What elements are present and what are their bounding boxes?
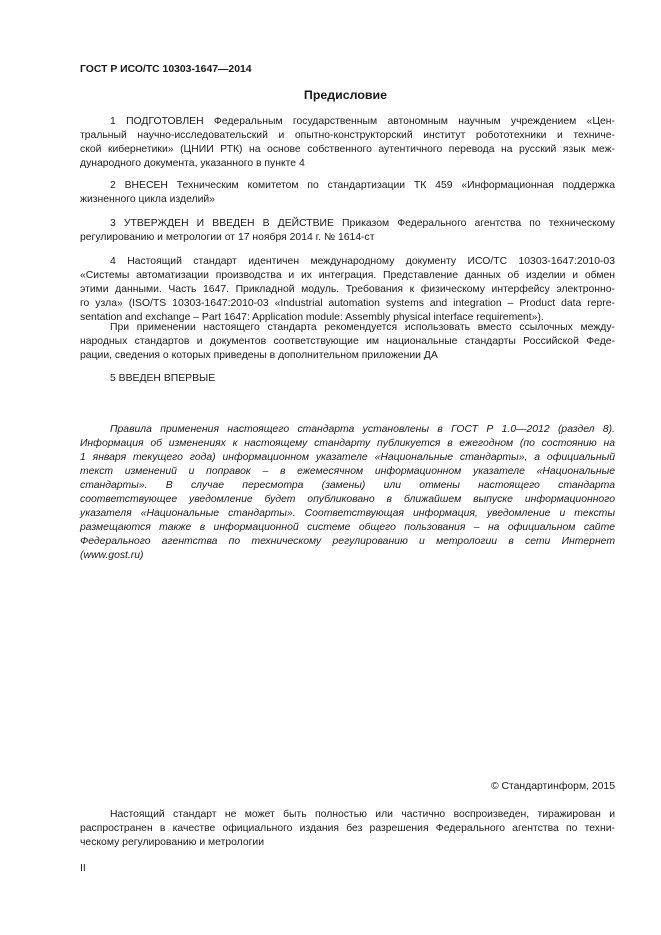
copyright: © Стандартинформ, 2015 <box>490 781 615 792</box>
text-line: соответствующее уведомление будет опубликовано в ближайшем выпуске информационного <box>80 494 615 505</box>
text-line: го узла» (ISO/TS 10303-1647:2010-03 «Industrial automation systems and integration – Product data repre- <box>80 298 615 309</box>
page-title: Предисловие <box>303 88 388 102</box>
text-line: текст изменений и поправок – в ежемесячном информационном указателе «Национальные <box>80 466 615 477</box>
text-line: жизненного цикла изделий» <box>80 194 215 205</box>
text-line: ской кибернетики» (ЦНИИ РТК) на основе собственного аутентичного перевода на русский язык меж- <box>80 144 615 155</box>
text-line: 2 ВНЕСЕН Техническим комитетом по стандартизации ТК 459 «Информационная поддержка <box>110 180 615 191</box>
document-code: ГОСТ Р ИСО/ТС 10303-1647—2014 <box>80 64 252 75</box>
text-line: Федерального агентства по техническому регулированию и метрологии в сети Интернет <box>80 536 615 547</box>
text-line: 3 УТВЕРЖДЕН И ВВЕДЕН В ДЕЙСТВИЕ Приказом Федерального агентства по техническому <box>110 218 615 229</box>
reproduction-notice <box>80 808 615 850</box>
text-line: народных стандартов и документов соответствующие им национальные стандарты Российской Феде- <box>80 336 615 347</box>
text-line: стандарты». В случае пересмотра (замены) или отмены настоящего стандарта <box>80 480 615 491</box>
text-line: 1 ПОДГОТОВЛЕН Федеральным государственным автономным научным учреждением «Цен- <box>110 116 615 127</box>
text-line: размещаются также в информационной системе общего пользования – на официальном сайте <box>80 522 615 533</box>
paragraph-2 <box>80 179 615 207</box>
text-line: (www.gost.ru) <box>80 550 144 561</box>
text-line: Правила применения настоящего стандарта установлены в ГОСТ Р 1.0—2012 (раздел 8). <box>110 424 615 435</box>
paragraph-1 <box>80 115 615 171</box>
text-line: «Системы автоматизации производства и их интеграция. Представление данных об изделии и обмен <box>80 270 615 281</box>
text-line: При применении настоящего стандарта рекомендуется использовать вместо ссылочных между- <box>110 322 615 333</box>
text-line: sentation and exchange – Part 1647: Application module: Assembly physical interface requirement»). <box>80 312 544 323</box>
paragraph-4 <box>80 255 615 325</box>
text-line: 5 ВВЕДЕН ВПЕРВЫЕ <box>110 373 216 384</box>
text-line: Информация об изменениях к настоящему стандарту публикуется в ежегодном (по состоянию на <box>80 438 615 449</box>
page-number: II <box>80 863 86 874</box>
text-line: регулированию и метрологии от 17 ноября 2014 г. № 1614-ст <box>80 232 375 243</box>
text-line: 4 Настоящий стандарт идентичен международному документу ИСО/ТС 10303-1647:2010-03 <box>110 256 615 267</box>
text-line: указателя «Национальные стандарты». Соответствующая информация, уведомление и тексты <box>80 508 615 519</box>
text-line: ческому регулированию и метрологии <box>80 837 265 848</box>
text-line: этими данными. Часть 1647. Прикладной модуль. Требования к физическому интерфейсу электронно- <box>80 284 615 295</box>
text-line: рации, сведения о которых приведены в дополнительном приложении ДА <box>80 350 438 361</box>
text-line: тральный научно-исследовательский и опытно-конструкторский институт робототехники и техниче- <box>80 130 615 141</box>
paragraph-5 <box>80 321 615 363</box>
paragraph-6 <box>80 372 615 386</box>
text-line: распространен в качестве официального издания без разрешения Федерального агентства по техни- <box>80 823 615 834</box>
paragraph-3 <box>80 217 615 245</box>
text-line: Настоящий стандарт не может быть полностью или частично воспроизведен, тиражирован и <box>110 809 615 820</box>
text-line: дународного документа, указанного в пункте 4 <box>80 158 305 169</box>
usage-rules-notice <box>80 423 615 563</box>
text-line: 1 января текущего года) информационном указателе «Национальные стандарты», а официальный <box>80 452 615 463</box>
